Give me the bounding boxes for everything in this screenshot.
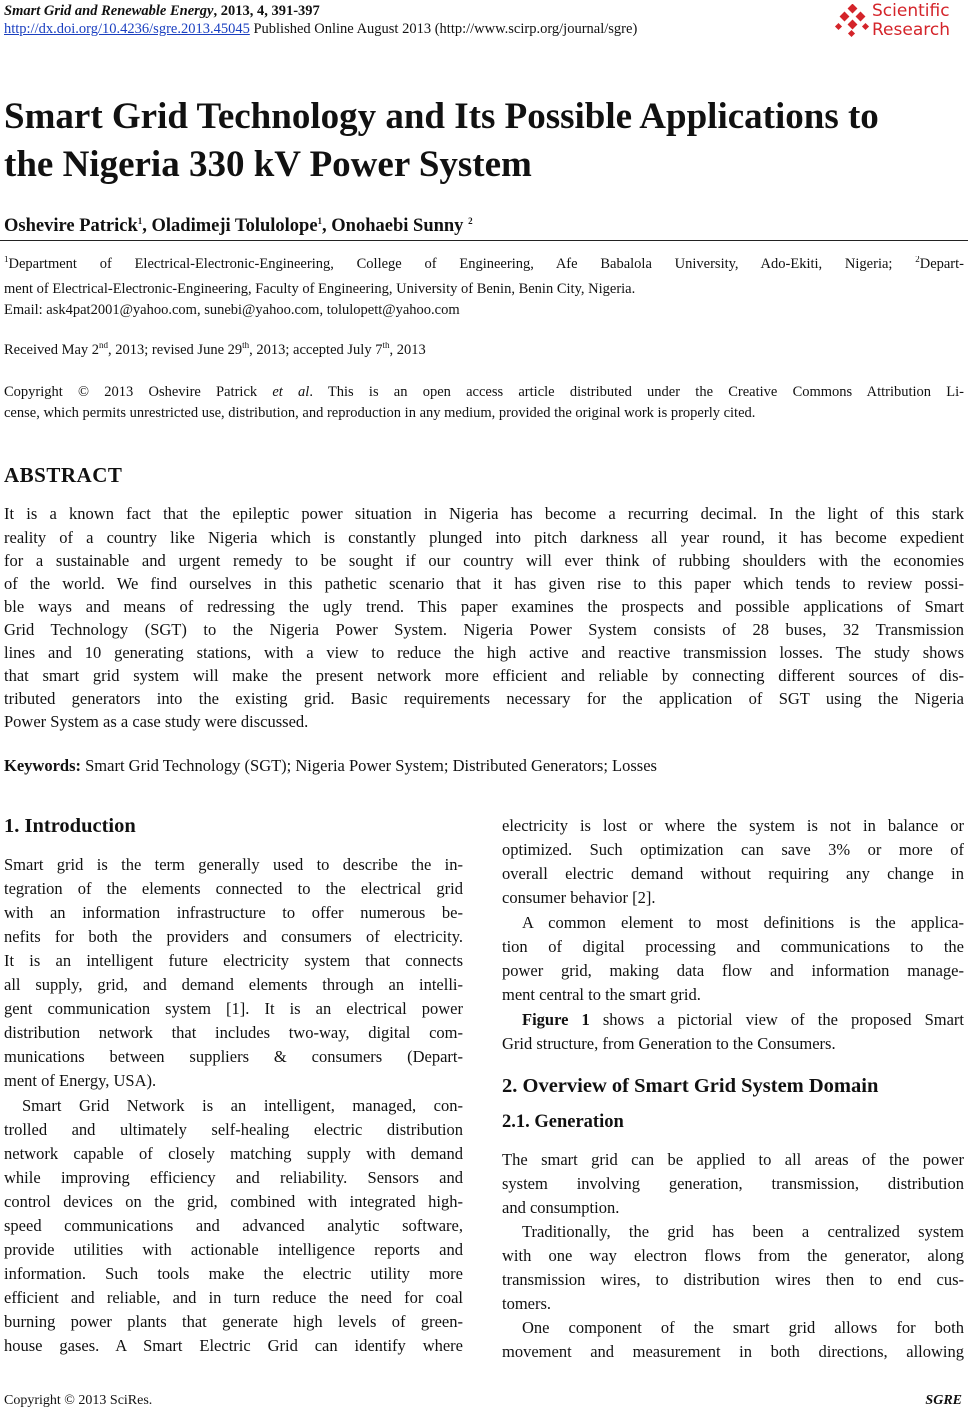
affiliation-line — [4, 256, 964, 273]
logo-line-1: Scientific — [872, 1, 950, 21]
figure-reference-line — [522, 1010, 964, 1030]
paper-title — [4, 93, 964, 189]
body-line: house gases. A Smart Electric Grid can identify where — [4, 1336, 463, 1355]
abstract-line: lines and 10 generating stations, with a view to reduce the high active and reactive transmission losses. The study shows — [4, 643, 964, 662]
affiliation-line: ment of Electrical-Electronic-Engineering, Faculty of Engineering, University of Benin, Benin City, Nigeria. — [4, 281, 636, 297]
body-line: optimized. Such optimization can save 3% or more of — [502, 840, 964, 859]
copyright-line: cense, which permits unrestricted use, distribution, and reproduction in any medium, provided the original work is properly cited. — [4, 405, 756, 421]
body-line: One component of the smart grid allows for both — [522, 1318, 964, 1337]
body-line: tion of digital processing and communications to the — [502, 937, 964, 956]
affiliation-marker: 1 — [137, 215, 143, 226]
author-name: Oshevire Patrick — [4, 216, 138, 236]
abstract-line: It is a known fact that the epileptic power situation in Nigeria has become a recurring decimal. In the light of this stark — [4, 504, 964, 523]
body-line: overall electric demand without requiring any change in — [502, 864, 964, 883]
author-name: , Oladimeji Tolulolope — [142, 216, 318, 236]
title-divider — [0, 240, 968, 241]
author-list — [4, 216, 473, 237]
footer-copyright: Copyright © 2013 SciRes. — [4, 1393, 153, 1408]
date-text: , 2013 — [389, 342, 426, 358]
title-line: Smart Grid Technology and Its Possible Applications to — [4, 96, 879, 137]
body-line: power grid, making data flow and information manage- — [502, 961, 964, 980]
body-line: information. Such tools make the electric utility more — [4, 1264, 463, 1283]
abstract-line: ble ways and means of redressing the ugly trend. This paper examines the prospects and possible applications of Smart — [4, 597, 964, 616]
affiliation-marker: 1 — [4, 256, 9, 265]
body-line: nefits for both the providers and consumers of electricity. — [4, 927, 463, 946]
date-sup: nd — [99, 342, 109, 351]
keywords-line — [4, 756, 657, 776]
received-dates — [4, 342, 964, 359]
body-line: network capable of closely matching supply with demand — [4, 1144, 463, 1163]
copyright-text: Copyright © 2013 Oshevire Patrick — [4, 384, 273, 400]
publisher-logo — [832, 2, 962, 42]
body-line: trolled and ultimately self-healing electric distribution — [4, 1120, 463, 1139]
affiliation-marker: 1 — [317, 215, 323, 226]
doi-line — [4, 21, 637, 38]
body-line: and consumption. — [502, 1198, 620, 1217]
body-line: tomers. — [502, 1294, 552, 1313]
copyright-text: et al — [272, 384, 310, 400]
journal-name: Smart Grid and Renewable Energy — [4, 3, 214, 19]
abstract-line: for a sustainable and urgent remedy to be sought if our country will ever think of rubbing shoulders with the economies — [4, 551, 964, 570]
email-line: Email: ask4pat2001@yahoo.com, sunebi@yahoo.com, tolulopett@yahoo.com — [4, 302, 460, 318]
body-line: ment of Energy, USA). — [4, 1071, 157, 1090]
body-line: speed communications and advanced analytic software, — [4, 1216, 463, 1235]
abstract-line: Power System as a case study were discussed. — [4, 712, 309, 731]
body-line: munications between suppliers & consumers (Depart- — [4, 1047, 463, 1066]
date-text: , 2013; revised June 29 — [108, 342, 243, 358]
body-line: provide utilities with actionable intelligence reports and — [4, 1240, 463, 1259]
published-text: Published Online August 2013 (http://www.scirp.org/journal/sgre) — [249, 21, 638, 37]
body-line: Grid structure, from Generation to the Consumers. — [502, 1034, 836, 1053]
body-line: all supply, grid, and demand elements through an intelli- — [4, 975, 463, 994]
publisher-logo-mark-icon — [834, 4, 870, 40]
abstract-line: Grid Technology (SGT) to the Nigeria Power System. Nigeria Power System consists of 28 buses, 32 Transmission — [4, 620, 964, 639]
date-sup: th — [242, 342, 250, 351]
body-text: shows a pictorial view of the proposed Smart — [589, 1010, 964, 1029]
publisher-logo-text — [872, 2, 950, 40]
body-line: distribution network that includes two-way, digital com- — [4, 1023, 463, 1042]
affiliation-marker: 2 — [468, 215, 473, 226]
section-heading-overview: 2. Overview of Smart Grid System Domain — [502, 1075, 879, 1097]
abstract-heading: ABSTRACT — [4, 463, 123, 487]
body-line: efficient and reliable, and in turn reduce the need for coal — [4, 1288, 463, 1307]
abstract-line: of the world. We find ourselves in this pathetic scenario that it has given rise to this paper which tends to review possi- — [4, 574, 964, 593]
date-text: Received May 2 — [4, 342, 100, 358]
body-line: A common element to most definitions is the applica- — [522, 913, 964, 932]
body-line: The smart grid can be applied to all areas of the power — [502, 1150, 964, 1169]
affiliation-text: Depart- — [919, 256, 964, 272]
body-line: movement and measurement in both directions, allowing — [502, 1342, 964, 1361]
body-line: while improving efficiency and reliability. Sensors and — [4, 1168, 463, 1187]
keywords-text: Smart Grid Technology (SGT); Nigeria Power System; Distributed Generators; Losses — [81, 756, 657, 775]
author-name: , Onohaebi Sunny — [322, 216, 469, 236]
doi-link[interactable]: http://dx.doi.org/10.4236/sgre.2013.45045 — [4, 21, 250, 37]
section-heading-introduction: 1. Introduction — [4, 815, 136, 837]
journal-header — [4, 3, 320, 20]
body-line: Smart grid is the term generally used to describe the in- — [4, 855, 463, 874]
body-line: ment central to the smart grid. — [502, 985, 701, 1004]
body-line: control devices on the grid, combined with integrated high- — [4, 1192, 463, 1211]
copyright-text: . This is an open access article distributed under the Creative Commons Attribution Li- — [309, 384, 964, 400]
body-line: consumer behavior [2]. — [502, 888, 656, 907]
body-line: burning power plants that generate high levels of green- — [4, 1312, 463, 1331]
abstract-line: reality of a country like Nigeria which is constantly plunged into pitch darkness all year round, it has become expedient — [4, 528, 964, 547]
abstract-line: that smart grid system will make the present network more efficient and reliable by connecting different sources of dis- — [4, 666, 964, 685]
journal-info: , 2013, 4, 391-397 — [213, 3, 320, 19]
affiliation-marker: 2 — [915, 256, 920, 265]
body-line: tegration of the elements connected to the electrical grid — [4, 879, 463, 898]
footer-journal-abbrev: SGRE — [925, 1393, 962, 1408]
subsection-heading-generation: 2.1. Generation — [502, 1112, 624, 1132]
body-line: gent communication system [1]. It is an electrical power — [4, 999, 463, 1018]
body-line: with an information infrastructure to offer numerous be- — [4, 903, 463, 922]
affiliation-text: Department of Electrical-Electronic-Engineering, College of Engineering, Afe Babalola University, Ado-Ekiti, Nigeria; — [8, 256, 916, 272]
body-line: Smart Grid Network is an intelligent, managed, con- — [22, 1096, 463, 1115]
abstract-line: tributed generators into the existing grid. Basic requirements necessary for the application of SGT using the Nigeria — [4, 689, 964, 708]
figure-1-reference[interactable]: Figure 1 — [522, 1010, 590, 1029]
body-line: electricity is lost or where the system is not in balance or — [502, 816, 964, 835]
body-line: system involving generation, transmission, distribution — [502, 1174, 964, 1193]
body-line: with one way electron flows from the generator, along — [502, 1246, 964, 1265]
body-line: Traditionally, the grid has been a centralized system — [522, 1222, 964, 1241]
title-line: the Nigeria 330 kV Power System — [4, 144, 532, 185]
keywords-label: Keywords: — [4, 756, 81, 775]
copyright-line — [4, 384, 964, 401]
date-sup: th — [382, 342, 390, 351]
body-line: transmission wires, to distribution wires then to end cus- — [502, 1270, 964, 1289]
date-text: , 2013; accepted July 7 — [249, 342, 383, 358]
body-line: It is an intelligent future electricity system that connects — [4, 951, 463, 970]
logo-line-2: Research — [872, 20, 950, 40]
